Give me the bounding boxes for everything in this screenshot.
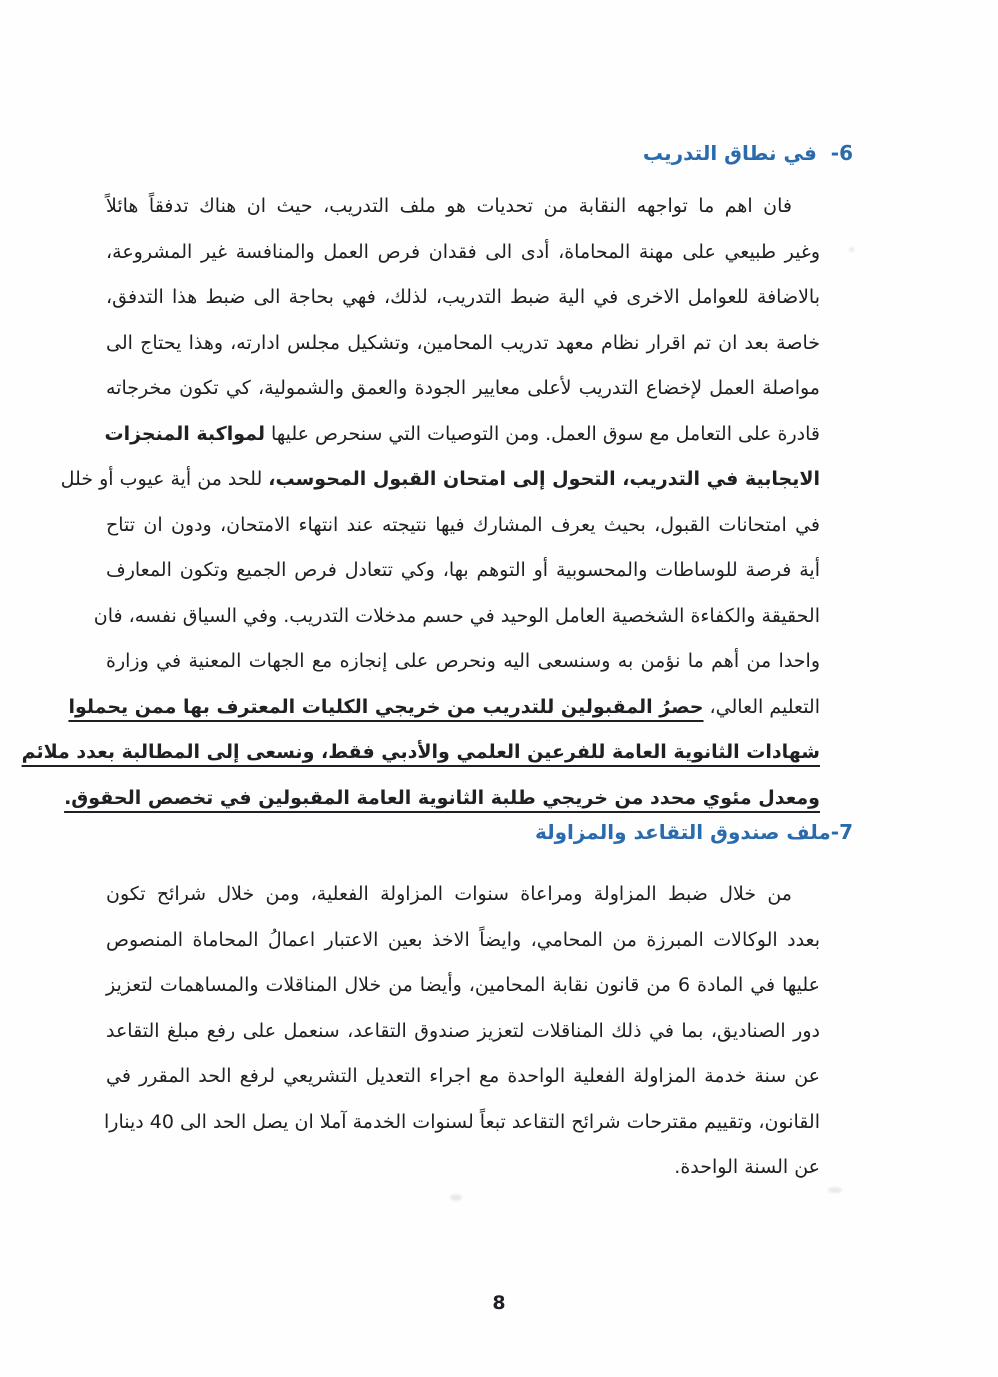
text-line xyxy=(64,776,820,822)
text-line xyxy=(106,639,820,685)
body-text: للحد من أية عيوب أو خلل xyxy=(60,468,269,490)
body-text: الحقيقة والكفاءة الشخصية العامل الوحيد في حسم مدخلات التدريب. وفي السياق نفسه، فان xyxy=(93,604,820,627)
text-line xyxy=(106,321,820,367)
text-line xyxy=(106,184,820,230)
text-line xyxy=(106,230,820,276)
body-text: القانون، وتقييم مقترحات شرائح التقاعد تبعاً لسنوات الخدمة آملا ان يصل الحد الى 40 دينارا xyxy=(104,1110,820,1133)
body-text: دور الصناديق، بما في ذلك المناقلات لتعزيز صندوق التقاعد، سنعمل على رفع مبلغ التقاعد xyxy=(106,1019,820,1042)
text-line xyxy=(106,275,820,321)
text-line xyxy=(106,503,820,549)
emphasized-text: لمواكبة المنجزات xyxy=(104,422,265,445)
body-text: أية فرصة للوساطات والمحسوبية أو التوهم بها، وكي تتعادل فرص الجميع وتكون المعارف xyxy=(106,559,820,581)
body-text: التعليم العالي، xyxy=(703,695,820,718)
body-text: بالاضافة للعوامل الاخرى في الية ضبط التدريب، لذلك، فهي بحاجة الى ضبط هذا التدفق، xyxy=(106,286,820,308)
scan-smudge-mark xyxy=(849,247,854,252)
page-number: 8 xyxy=(492,1292,506,1314)
text-line xyxy=(106,1054,820,1100)
body-text: وغير طبيعي على مهنة المحاماة، أدى الى فقدان فرص العمل والمنافسة غير المشروعة، xyxy=(106,240,820,263)
emphasized-underlined-text: ومعدل مئوي محدد من خريجي طلبة الثانوية العامة المقبولين في تخصص الحقوق. xyxy=(64,786,820,809)
text-line xyxy=(106,366,820,412)
body-text: خاصة بعد ان تم اقرار نظام معهد تدريب المحامين، وتشكيل مجلس ادارته، وهذا يحتاج الى xyxy=(106,331,820,354)
text-line xyxy=(106,412,820,458)
text-line xyxy=(106,1009,820,1055)
text-line xyxy=(106,963,820,1009)
body-text: فان اهم ما تواجهه النقابة من تحديات هو ملف التدريب، حيث ان هناك تدفقاً هائلاً xyxy=(106,195,792,217)
body-text: في امتحانات القبول، بحيث يعرف المشارك فيها نتيجته عند انتهاء الامتحان، ودون ان تتاح xyxy=(106,513,820,536)
body-text: قادرة على التعامل مع سوق العمل. ومن التوصيات التي سنحرص عليها xyxy=(265,422,820,445)
text-line xyxy=(106,872,820,918)
text-line xyxy=(106,548,820,594)
paragraph-pension-fund xyxy=(106,872,820,1191)
text-line xyxy=(60,457,820,503)
emphasized-underlined-text: حصرُ المقبولين للتدريب من خريجي الكليات المعترف بها ممن يحملوا xyxy=(68,695,704,718)
body-text: عن السنة الواحدة. xyxy=(674,1156,820,1178)
emphasized-underlined-text: شهادات الثانوية العامة للفرعين العلمي والأدبي فقط، ونسعى إلى المطالبة بعدد ملائم xyxy=(21,741,820,763)
emphasized-text: الايجابية في التدريب، التحول إلى امتحان القبول المحوسب، xyxy=(268,468,820,490)
text-line xyxy=(68,685,820,731)
section-heading-pension-fund: 7-ملف صندوق التقاعد والمزاولة xyxy=(534,820,853,844)
body-text: واحدا من أهم ما نؤمن به وسنسعى اليه ونحرص على إنجازه مع الجهات المعنية في وزارة xyxy=(106,650,820,672)
text-line xyxy=(106,1100,820,1146)
body-text: عن سنة خدمة المزاولة الفعلية الواحدة مع اجراء التعديل التشريعي لرفع الحد المقرر في xyxy=(106,1065,820,1087)
paragraph-training-scope xyxy=(21,184,820,821)
body-text: عليها في المادة 6 من قانون نقابة المحامين، وأيضا من خلال المناقلات والمساهمات لتعزيز xyxy=(106,974,821,996)
body-text: مواصلة العمل لإخضاع التدريب لأعلى معايير الجودة والعمق والشمولية، كي تكون مخرجاته xyxy=(106,377,820,399)
text-line xyxy=(21,730,820,776)
body-text: من خلال ضبط المزاولة ومراعاة سنوات المزاولة الفعلية، ومن خلال شرائح تكون xyxy=(106,883,792,905)
scan-smudge-mark xyxy=(450,1194,462,1201)
section-heading-training-scope: 6- في نطاق التدريب xyxy=(642,141,853,165)
text-line xyxy=(106,918,820,964)
text-line xyxy=(106,1145,820,1191)
scan-smudge-mark xyxy=(828,1187,842,1193)
body-text: بعدد الوكالات المبرزة من المحامي، وايضاً الاخذ بعين الاعتبار اعمالُ المحاماة المنصوص xyxy=(106,928,820,951)
text-line xyxy=(93,594,820,640)
